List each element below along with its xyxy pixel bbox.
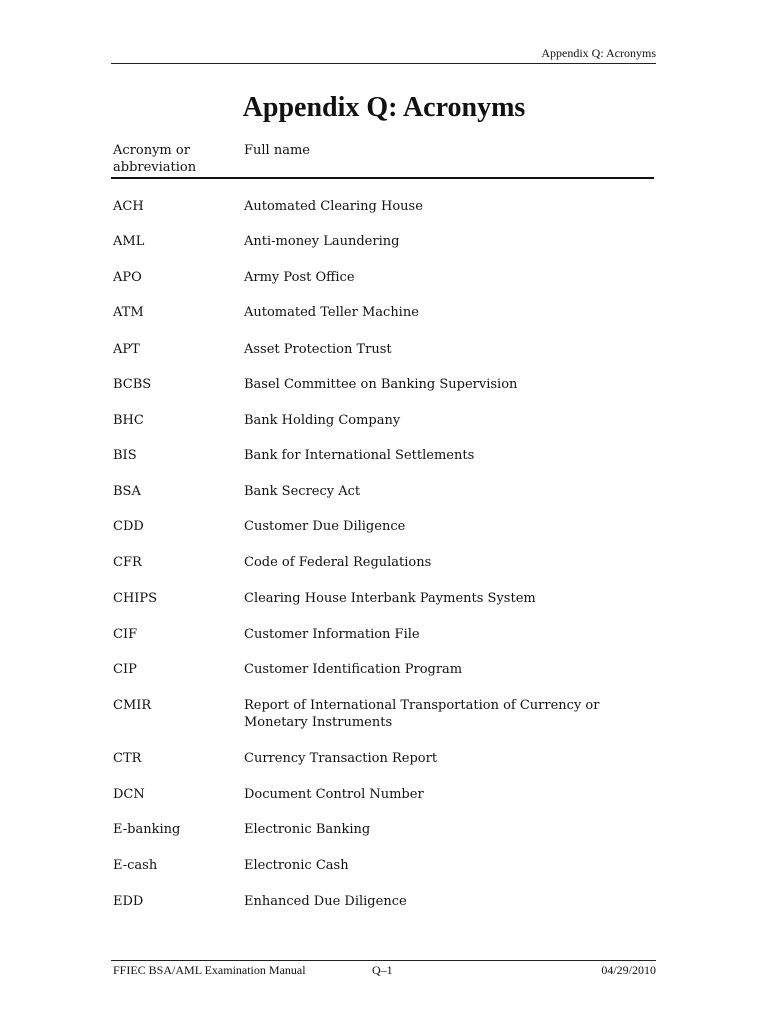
acronym-cell: APT [113, 342, 140, 357]
full-name-cell: Bank for International Settlements [244, 448, 475, 463]
acronym-cell: BSA [113, 484, 141, 499]
full-name-cell: Code of Federal Regulations [244, 555, 432, 570]
acronym-cell: AML [113, 234, 145, 249]
acronym-cell: ACH [113, 199, 144, 214]
acronym-cell: E-banking [113, 822, 181, 837]
full-name-cell: Electronic Banking [244, 822, 371, 837]
acronym-cell: DCN [113, 787, 145, 802]
page-title: Appendix Q: Acronyms [242, 92, 526, 123]
footer-page-number: Q–1 [372, 963, 393, 977]
acronym-cell: CIF [113, 627, 138, 642]
full-name-cell: Automated Clearing House [244, 199, 423, 214]
full-name-cell: Army Post Office [244, 270, 355, 285]
acronym-cell: BIS [113, 448, 137, 463]
acronym-cell: E-cash [113, 858, 158, 873]
full-name-cell: Enhanced Due Diligence [244, 894, 407, 909]
acronym-cell: CIP [113, 662, 137, 677]
full-name-cell: Customer Identification Program [244, 662, 463, 677]
full-name-cell: Bank Secrecy Act [244, 484, 361, 499]
full-name-cell: Report of International Transportation of Currency or Monetary Instruments [244, 698, 600, 730]
footer-manual-title: FFIEC BSA/AML Examination Manual [113, 963, 306, 977]
column-header-acronym: Acronym or abbreviation [113, 143, 197, 175]
full-name-cell: Customer Information File [244, 627, 420, 642]
running-header: Appendix Q: Acronyms [541, 46, 656, 60]
column-header-full-name: Full name [244, 143, 310, 158]
footer-divider [111, 960, 656, 961]
full-name-cell: Basel Committee on Banking Supervision [244, 377, 518, 392]
full-name-cell: Document Control Number [244, 787, 424, 802]
acronym-cell: APO [113, 270, 142, 285]
acronym-cell: CMIR [113, 698, 152, 713]
acronym-cell: CHIPS [113, 591, 158, 606]
full-name-cell: Asset Protection Trust [244, 342, 392, 357]
full-name-cell: Customer Due Diligence [244, 519, 406, 534]
acronym-cell: ATM [113, 305, 144, 320]
footer-date: 04/29/2010 [601, 963, 656, 977]
full-name-cell: Bank Holding Company [244, 413, 401, 428]
acronym-cell: BCBS [113, 377, 152, 392]
acronym-cell: BHC [113, 413, 144, 428]
full-name-cell: Clearing House Interbank Payments System [244, 591, 536, 606]
acronym-cell: CFR [113, 555, 142, 570]
acronym-cell: EDD [113, 894, 144, 909]
acronym-cell: CDD [113, 519, 144, 534]
header-divider [111, 63, 656, 64]
full-name-cell: Electronic Cash [244, 858, 349, 873]
acronym-cell: CTR [113, 751, 142, 766]
full-name-cell: Currency Transaction Report [244, 751, 438, 766]
full-name-cell: Automated Teller Machine [244, 305, 419, 320]
table-header-divider [111, 177, 654, 179]
full-name-cell: Anti-money Laundering [244, 234, 400, 249]
